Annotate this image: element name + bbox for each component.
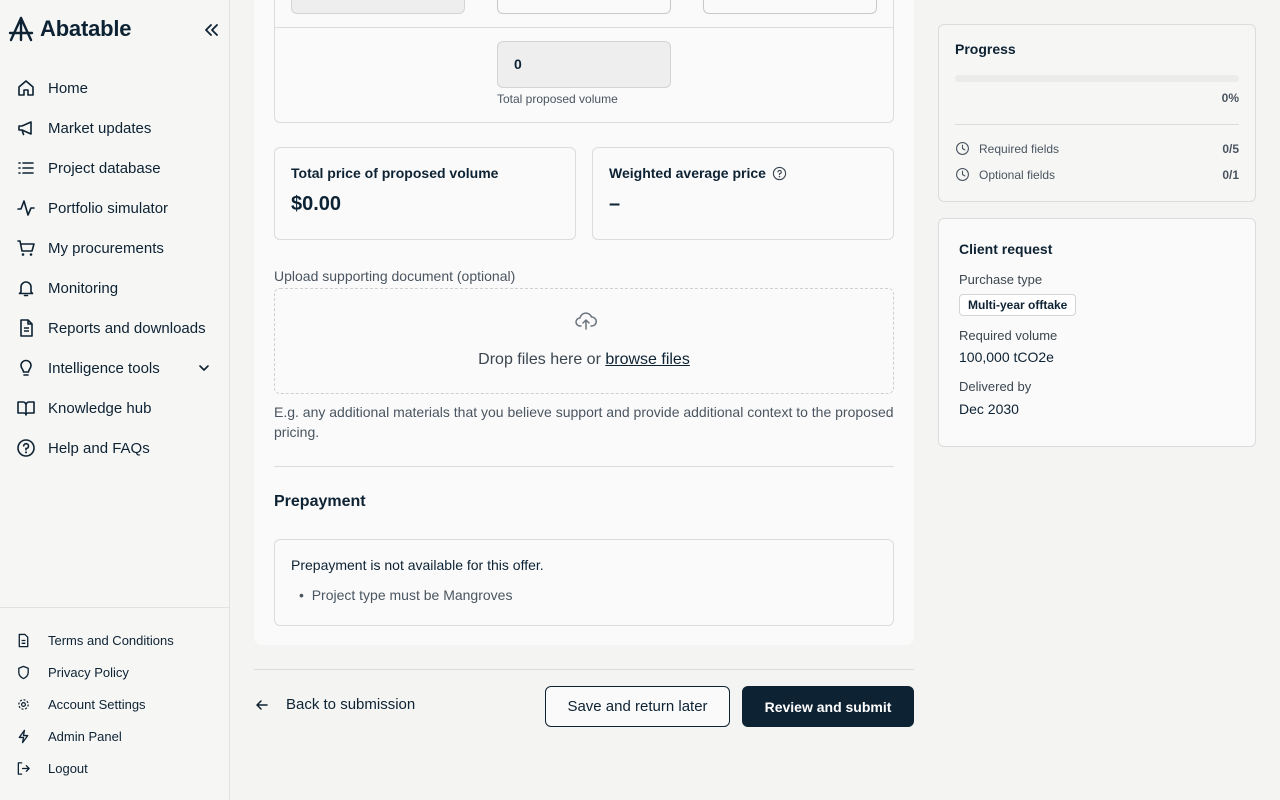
footer-item-admin-panel[interactable] <box>0 720 229 752</box>
actions-divider <box>254 669 914 670</box>
browse-files-link[interactable]: browse files <box>605 351 690 368</box>
volume-divider <box>275 27 893 28</box>
nav-item-intelligence-tools[interactable] <box>0 348 229 388</box>
nav-item-label: Portfolio simulator <box>48 199 169 217</box>
delivered-by-label: Delivered by <box>959 379 1032 394</box>
prepayment-reason: Project type must be Mangroves <box>311 587 513 603</box>
weighted-price-card <box>592 147 894 240</box>
nav-item-home[interactable] <box>0 68 229 108</box>
nav-item-label: Home <box>48 79 89 97</box>
footer-nav <box>0 624 229 784</box>
brand-name: Abatable <box>40 16 132 41</box>
nav-item-knowledge-hub[interactable] <box>0 388 229 428</box>
progress-divider <box>955 124 1239 125</box>
nav-item-market-updates[interactable] <box>0 108 229 148</box>
total-price-value: $0.00 <box>291 193 342 215</box>
list-icon <box>16 158 36 178</box>
upload-help-text: E.g. any additional materials that you believe support and provide additional context to the proposed pricing. <box>274 404 894 440</box>
collapse-sidebar-button[interactable] <box>202 21 220 39</box>
clock-icon <box>955 141 970 156</box>
shield-icon <box>16 665 31 680</box>
footer-item-label: Admin Panel <box>48 728 122 744</box>
chevron-down-icon[interactable] <box>197 361 211 375</box>
home-icon <box>16 78 36 98</box>
nav-item-label: Monitoring <box>48 279 119 297</box>
nav-item-project-database[interactable] <box>0 148 229 188</box>
back-link-label: Back to submission <box>286 696 416 713</box>
section-divider <box>274 466 894 467</box>
cloud-upload-icon <box>574 309 598 333</box>
nav-item-label: Market updates <box>48 119 152 137</box>
total-price-card <box>274 147 576 240</box>
double-chevron-left-icon <box>202 21 220 39</box>
arrow-left-icon <box>254 697 270 713</box>
footer-item-label: Privacy Policy <box>48 664 129 680</box>
sidebar <box>0 0 230 800</box>
purchase-type-chip: Multi-year offtake <box>959 294 1076 316</box>
book-icon <box>16 398 36 418</box>
logout-icon <box>16 761 31 776</box>
weighted-price-title: Weighted average price <box>609 165 766 181</box>
weighted-price-header <box>609 165 877 181</box>
drop-instruction: Drop files here or <box>478 351 601 368</box>
footer-item-terms[interactable] <box>0 624 229 656</box>
total-volume-field: 0 <box>497 41 671 88</box>
required-volume-value: 100,000 tCO2e <box>959 349 1054 365</box>
file-dropzone[interactable] <box>274 288 894 394</box>
required-fields-row <box>955 141 1239 156</box>
footer-item-logout[interactable] <box>0 752 229 784</box>
activity-icon <box>16 198 36 218</box>
footer-item-label: Terms and Conditions <box>48 632 174 648</box>
prepayment-message: Prepayment is not available for this offer. <box>291 557 544 573</box>
footer-item-privacy[interactable] <box>0 656 229 688</box>
optional-fields-label: Optional fields <box>979 167 1056 182</box>
bell-icon <box>16 278 36 298</box>
help-circle-icon[interactable] <box>772 166 787 181</box>
back-to-submission-link[interactable] <box>254 696 415 713</box>
input-partial[interactable] <box>703 0 877 14</box>
prepayment-reason-item: • Project type must be Mangroves <box>299 587 513 603</box>
footer-item-account-settings[interactable] <box>0 688 229 720</box>
client-request-card <box>938 218 1256 447</box>
progress-percent: 0% <box>1221 91 1239 105</box>
required-volume-label: Required volume <box>959 328 1058 343</box>
nav-item-label: My procurements <box>48 239 164 257</box>
nav-item-portfolio-simulator[interactable] <box>0 188 229 228</box>
nav-item-label: Knowledge hub <box>48 399 152 417</box>
drop-text <box>275 351 893 369</box>
optional-fields-row <box>955 167 1239 182</box>
progress-card <box>938 24 1256 202</box>
review-and-submit-button[interactable]: Review and submit <box>742 686 914 727</box>
weighted-price-value: – <box>609 193 621 215</box>
nav-item-label: Intelligence tools <box>48 359 160 377</box>
progress-bar <box>955 75 1239 82</box>
sidebar-divider <box>0 607 229 608</box>
lightning-icon <box>16 729 31 744</box>
purchase-type-label: Purchase type <box>959 272 1043 287</box>
save-and-return-button[interactable]: Save and return later <box>545 686 730 727</box>
client-request-title: Client request <box>959 241 1053 257</box>
prepayment-title: Prepayment <box>274 493 366 510</box>
required-fields-count: 0/5 <box>1222 141 1239 156</box>
footer-item-label: Account Settings <box>48 696 146 712</box>
delivered-by-value: Dec 2030 <box>959 401 1019 417</box>
optional-fields-count: 0/1 <box>1222 167 1239 182</box>
nav-item-my-procurements[interactable] <box>0 228 229 268</box>
total-price-title: Total price of proposed volume <box>291 165 499 181</box>
help-circle-icon <box>16 438 36 458</box>
nav-item-label: Help and FAQs <box>48 439 150 457</box>
disabled-input-partial <box>291 0 465 14</box>
upload-label: Upload supporting document (optional) <box>274 268 516 284</box>
footer-item-label: Logout <box>48 760 88 776</box>
main-nav <box>0 68 229 468</box>
abatable-logo-icon <box>8 16 34 42</box>
nav-item-monitoring[interactable] <box>0 268 229 308</box>
document-icon <box>16 633 31 648</box>
brand-logo[interactable] <box>8 16 131 42</box>
megaphone-icon <box>16 118 36 138</box>
clock-icon <box>955 167 970 182</box>
input-partial[interactable] <box>497 0 671 14</box>
document-icon <box>16 318 36 338</box>
required-fields-label: Required fields <box>979 141 1060 156</box>
nav-item-label: Reports and downloads <box>48 319 206 337</box>
total-volume-caption: Total proposed volume <box>497 92 618 106</box>
lightbulb-icon <box>16 358 36 378</box>
nav-item-help-and-faqs[interactable] <box>0 428 229 468</box>
gear-icon <box>16 697 31 712</box>
nav-item-reports-and-downloads[interactable] <box>0 308 229 348</box>
progress-title: Progress <box>955 41 1016 57</box>
cart-icon <box>16 238 36 258</box>
prepayment-notice <box>274 539 894 626</box>
nav-item-label: Project database <box>48 159 161 177</box>
